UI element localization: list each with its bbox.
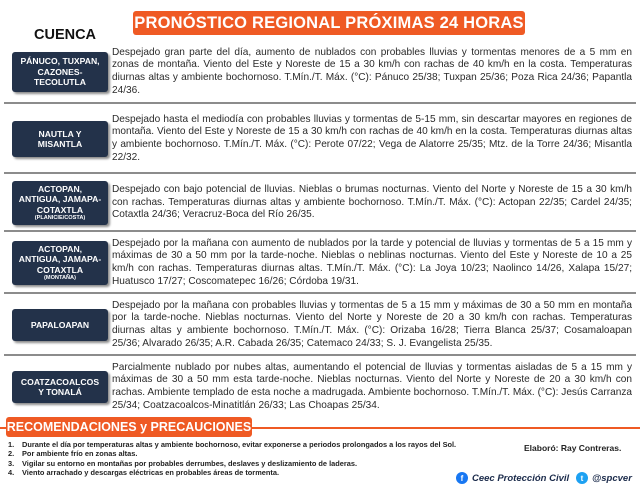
region-box-actopan-costa [12, 181, 108, 225]
twitter-icon: t [576, 472, 588, 484]
region-box-papaloapan [12, 309, 108, 341]
region-row-actopan-costa [4, 176, 636, 232]
region-row-actopan-montana [4, 234, 636, 294]
list-item [8, 459, 528, 468]
region-forecast-text: Parcialmente nublado por nubes altas, aumentando el potencial de lluvias y tormentas aisladas de 5 a 15 mm y máximas de 30 a 50 mm esta tarde-noche. Nieblas nocturnas. Viento del Norte y Noreste de 20 a 30 km/h con rachas. Ambiente templado de esta noche a madrugada. Ambiente bochornoso. T.Mín./T. Máx. (°C): Jesús Carranza 25/34; Coatzacoalcos-Minatitlán 26/33; Las Choapas 25/34. [112, 361, 632, 411]
region-name-line: COATZACOALCOS [20, 376, 100, 387]
region-box-panuco [12, 52, 108, 91]
region-name-line: ACTOPAN, [37, 183, 83, 194]
region-name-line: MISANTLA [37, 139, 83, 149]
cuenca-label: CUENCA [34, 27, 97, 43]
region-name-line: COTAXTLA [36, 264, 84, 275]
region-name-line: ANTIGUA, JAMAPA- [18, 254, 102, 265]
list-item-text: Durante el día por temperaturas altas y ambiente bochornoso, evitar exponerse a periodos prolongados a los rayos del Sol. [22, 440, 457, 449]
region-box-nautla [12, 121, 108, 158]
region-forecast-text: Despejado gran parte del día, aumento de nublados con probables lluvias y tormentas menores de a 5 mm en zonas de montaña. Viento del Este y Noreste de 15 a 30 km/h con rachas de 40 km/h en la costa. Temperaturas diurnas altas y ambiente bochornoso. T.Mín./T. Máx. (°C): Pánuco 25/38; Tuxpan 25/36; Poza Rica 24/36; Papantla 24/36. [112, 46, 632, 96]
region-forecast-text: Despejado por la mañana con aumento de nublados por la tarde y potencial de lluvias y tormentas de 5 a 15 mm y máximas de 30 a 50 mm por la tarde-noche. Nieblas o neblinas nocturnas. Viento del Este y Noreste de 10 a 25 km/h con rachas. Temperaturas diurnas altas. T.Mín./T. Máx. (°C): La Joya 10/23; Naolinco 14/26, Xalapa 15/27; Huatusco 17/27; Coscomatepec 16/26; Córdoba 19/31. [112, 237, 632, 287]
list-item [8, 440, 528, 449]
list-item-text: Vigilar su entorno en montañas por probables derrumbes, deslaves y deslizamiento de laderas. [22, 458, 358, 468]
facebook-link[interactable] [456, 472, 569, 484]
list-item-number: 1. [8, 440, 15, 449]
recommendations-list [8, 440, 528, 478]
region-name-line: PÁNUCO, TUXPAN, [20, 56, 100, 67]
list-item-text: Por ambiente frío en zonas altas. [22, 449, 138, 459]
region-row-papaloapan [4, 296, 636, 356]
list-item [8, 449, 528, 458]
region-subname: (PLANICIE/COSTA) [34, 215, 86, 222]
region-row-nautla [4, 106, 636, 174]
author-credit: Elaboró: Ray Contreras. [524, 443, 622, 453]
list-item [8, 468, 528, 477]
list-item-number: 4. [8, 468, 15, 478]
region-row-coatzacoalcos [4, 358, 636, 416]
facebook-icon: f [456, 472, 468, 484]
list-item-text: Viento arrachado y descargas eléctricas en probables áreas de tormenta. [22, 468, 280, 478]
region-name-line: ANTIGUA, JAMAPA- [18, 194, 102, 205]
forecast-title: PRONÓSTICO REGIONAL PRÓXIMAS 24 HORAS [133, 11, 525, 35]
region-forecast-text: Despejado con bajo potencial de lluvias. Nieblas o brumas nocturnas. Viento del Norte y Noreste de 15 a 30 km/h con rachas. Temperaturas diurnas altas y ambiente bochornoso. T.Mín./T. Máx. (°C): Actopan 22/35; Cardel 24/35; Cotaxtla 24/36; Veracruz-Boca del Río 26/35. [112, 184, 632, 221]
region-name-line: TECOLUTLA [33, 77, 87, 88]
region-name-line: ACTOPAN, [37, 243, 83, 254]
region-name-line: NAUTLA Y [38, 128, 82, 139]
facebook-handle: Ceec Protección Civil [472, 472, 570, 484]
region-name-line: PAPALOAPAN [30, 319, 90, 330]
list-item-number: 2. [8, 449, 15, 459]
region-name-line: Y TONALÁ [38, 387, 82, 397]
region-name-line: COTAXTLA [36, 204, 84, 215]
twitter-link[interactable] [576, 472, 632, 484]
region-forecast-text: Despejado por la mañana con probables lluvias y tormentas de 5 a 15 mm y máximas de 30 a 50 mm en montaña por la tarde-noche. Nieblas nocturnas. Viento del Norte y Noreste de 20 a 30 km/h con rachas. Temperaturas diurnas altas y ambiente bochornoso. T.Mín./T. Máx. (°C): Orizaba 16/28; Tierra Blanca 25/37; Cosamaloapan 25/36; Alvarado 26/35; A.R. Cabada 26/35; Catemaco 24/33; S. J. Evangelista 25/35. [112, 299, 632, 349]
recommendations-title: RECOMENDACIONES y PRECAUCIONES [6, 417, 252, 437]
region-row-panuco [4, 42, 636, 104]
list-item-number: 3. [8, 458, 15, 468]
region-box-coatzacoalcos [12, 371, 108, 404]
twitter-handle: @spcver [592, 472, 632, 484]
region-subname: (MONTAÑA) [44, 275, 76, 282]
region-box-actopan-montana [12, 241, 108, 285]
region-forecast-text: Despejado hasta el mediodía con probables lluvias y tormentas de 5-15 mm, sin descartar mayores en regiones de montaña. Viento del Este y Noreste de 15 a 30 km/h con rachas de 40 km/h en la costa. Temperaturas diurnas altas y ambiente bochornoso. T.Mín./T. Máx. (°C): Perote 07/22; Vega de Alatorre 25/35; Mtz. de la Torre 24/36; Misantla 22/32. [112, 113, 632, 163]
region-name-line: CAZONES- [37, 66, 83, 77]
